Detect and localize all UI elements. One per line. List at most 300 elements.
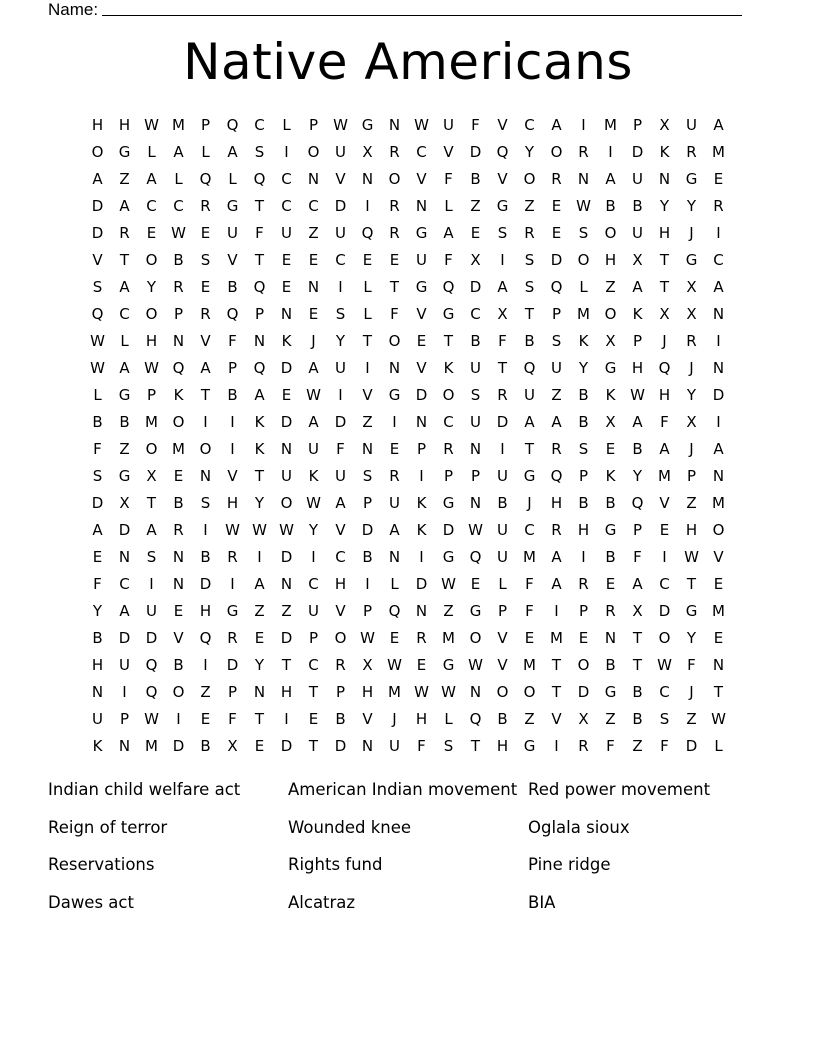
grid-letter: N [253, 683, 266, 701]
grid-letter: C [281, 197, 292, 215]
grid-letter: V [551, 710, 562, 728]
grid-letter: N [172, 332, 185, 350]
grid-letter: S [497, 224, 508, 242]
grid-letter: A [632, 278, 643, 296]
grid-letter: N [280, 305, 293, 323]
grid-letter: T [659, 251, 670, 269]
grid-letter: O [712, 521, 725, 539]
grid-letter: F [633, 548, 642, 566]
grid-letter: S [146, 548, 157, 566]
grid-letter: O [577, 251, 590, 269]
grid-letter: E [713, 170, 724, 188]
grid-letter: K [308, 467, 319, 485]
grid-letter: T [308, 737, 319, 755]
grid-letter: I [365, 359, 370, 377]
grid-letter: N [199, 467, 212, 485]
grid-letter: Q [550, 467, 563, 485]
grid-letter: B [632, 683, 643, 701]
grid-letter: V [335, 602, 346, 620]
grid-letter: F [525, 575, 534, 593]
grid-letter: D [334, 737, 347, 755]
grid-letter: T [524, 305, 535, 323]
grid-letter: L [444, 197, 453, 215]
grid-letter: U [335, 143, 346, 161]
grid-letter: F [255, 224, 264, 242]
grid-letter: O [658, 629, 671, 647]
grid-letter: F [687, 656, 696, 674]
grid-letter: C [335, 548, 346, 566]
grid-letter: D [280, 737, 293, 755]
grid-letter: Z [281, 602, 292, 620]
grid-letter: Q [550, 278, 563, 296]
grid-letter: G [685, 170, 698, 188]
grid-letter: W [360, 629, 375, 647]
grid-letter: X [686, 413, 697, 431]
grid-letter: M [388, 683, 401, 701]
grid-letter: F [471, 116, 480, 134]
grid-letter: U [443, 116, 454, 134]
grid-letter: W [441, 683, 456, 701]
grid-letter: J [311, 332, 316, 350]
grid-letter: K [443, 359, 454, 377]
grid-letter: M [172, 440, 185, 458]
grid-letter: D [226, 656, 239, 674]
word-list-item: Indian child welfare act [48, 780, 241, 799]
grid-letter: W [657, 656, 672, 674]
grid-letter: F [444, 170, 453, 188]
grid-letter: T [362, 332, 373, 350]
grid-letter: Q [145, 683, 158, 701]
grid-letter: Q [226, 116, 239, 134]
grid-letter: R [443, 440, 454, 458]
grid-letter: V [443, 143, 454, 161]
grid-letter: V [416, 170, 427, 188]
grid-letter: F [444, 251, 453, 269]
grid-letter: J [689, 683, 694, 701]
grid-letter: I [500, 440, 505, 458]
grid-letter: I [338, 386, 343, 404]
grid-letter: A [605, 170, 616, 188]
grid-letter: O [496, 683, 509, 701]
grid-letter: A [497, 278, 508, 296]
grid-letter: G [361, 116, 374, 134]
grid-letter: T [632, 629, 643, 647]
grid-letter: S [659, 710, 670, 728]
word-list-item: Reign of terror [48, 817, 168, 837]
grid-letter: G [442, 305, 455, 323]
grid-letter: I [716, 413, 721, 431]
grid-letter: Y [146, 278, 157, 296]
grid-letter: L [282, 116, 291, 134]
grid-letter: E [713, 629, 724, 647]
grid-letter: R [578, 575, 589, 593]
grid-letter: T [200, 386, 211, 404]
grid-letter: B [470, 170, 481, 188]
grid-letter: M [712, 143, 725, 161]
grid-letter: E [281, 386, 292, 404]
grid-letter: B [497, 710, 508, 728]
grid-letter: P [416, 440, 427, 458]
grid-letter: E [254, 737, 265, 755]
grid-letter: S [254, 143, 265, 161]
grid-letter: E [416, 656, 427, 674]
grid-letter: K [605, 467, 616, 485]
grid-letter: B [227, 278, 238, 296]
grid-letter: A [119, 278, 130, 296]
grid-letter: H [145, 332, 158, 350]
grid-letter: D [712, 386, 725, 404]
grid-letter: U [497, 467, 508, 485]
grid-letter: P [308, 116, 319, 134]
grid-letter: V [659, 494, 670, 512]
grid-letter: A [335, 494, 346, 512]
grid-letter: G [685, 602, 698, 620]
word-list-item: Rights fund [288, 855, 383, 874]
grid-letter: R [119, 224, 130, 242]
grid-letter: C [335, 251, 346, 269]
grid-letter: T [389, 278, 400, 296]
grid-letter: F [525, 602, 534, 620]
grid-letter: B [605, 656, 616, 674]
grid-letter: I [419, 548, 424, 566]
grid-letter: P [578, 467, 589, 485]
grid-letter: P [227, 359, 238, 377]
grid-letter: L [228, 170, 237, 188]
grid-letter: P [335, 683, 346, 701]
grid-letter: T [632, 656, 643, 674]
grid-letter: G [685, 251, 698, 269]
grid-letter: B [632, 440, 643, 458]
grid-letter: U [308, 602, 319, 620]
grid-letter: Q [361, 224, 374, 242]
grid-letter: L [120, 332, 129, 350]
grid-letter: V [362, 710, 373, 728]
grid-letter: P [254, 305, 265, 323]
grid-letter: N [91, 683, 104, 701]
grid-letter: W [306, 494, 321, 512]
grid-letter: S [200, 494, 211, 512]
grid-letter: A [308, 359, 319, 377]
grid-letter: R [200, 305, 211, 323]
grid-letter: P [632, 332, 643, 350]
grid-letter: R [200, 197, 211, 215]
grid-letter: D [280, 359, 293, 377]
grid-letter: N [469, 494, 482, 512]
grid-letter: U [92, 710, 103, 728]
grid-letter: B [605, 548, 616, 566]
grid-letter: U [335, 467, 346, 485]
grid-letter: E [470, 575, 481, 593]
grid-letter: E [200, 710, 211, 728]
grid-letter: T [254, 197, 265, 215]
grid-letter: D [631, 143, 644, 161]
grid-letter: B [200, 737, 211, 755]
grid-letter: I [284, 710, 289, 728]
grid-letter: R [497, 386, 508, 404]
grid-letter: W [576, 197, 591, 215]
word-list-item: Wounded knee [288, 817, 412, 837]
grid-letter: Z [551, 386, 562, 404]
grid-letter: W [90, 332, 105, 350]
grid-letter: I [608, 143, 613, 161]
grid-letter: K [254, 413, 265, 431]
grid-letter: B [578, 386, 589, 404]
grid-letter: E [254, 629, 265, 647]
grid-letter: I [230, 575, 235, 593]
grid-letter: Q [226, 305, 239, 323]
grid-letter: B [119, 413, 130, 431]
grid-letter: N [469, 683, 482, 701]
grid-letter: F [390, 305, 399, 323]
grid-letter: N [118, 548, 131, 566]
grid-letter: P [227, 683, 238, 701]
grid-letter: U [389, 494, 400, 512]
grid-letter: Z [686, 710, 697, 728]
grid-letter: E [524, 629, 535, 647]
grid-letter: G [442, 494, 455, 512]
grid-letter: A [92, 521, 103, 539]
grid-letter: A [308, 413, 319, 431]
word-list-item: American Indian movement [288, 780, 518, 799]
grid-letter: P [308, 629, 319, 647]
grid-letter: H [604, 251, 617, 269]
grid-letter: N [712, 359, 725, 377]
grid-letter: I [203, 521, 208, 539]
grid-letter: D [91, 494, 104, 512]
grid-letter: J [689, 440, 694, 458]
grid-letter: I [230, 413, 235, 431]
grid-letter: V [416, 359, 427, 377]
grid-letter: B [227, 386, 238, 404]
grid-letter: I [581, 548, 586, 566]
grid-letter: I [176, 710, 181, 728]
grid-letter: J [527, 494, 532, 512]
grid-letter: B [173, 656, 184, 674]
grid-letter: O [604, 305, 617, 323]
grid-letter: S [470, 386, 481, 404]
grid-letter: L [363, 305, 372, 323]
grid-letter: H [334, 575, 347, 593]
grid-letter: G [442, 548, 455, 566]
grid-letter: U [470, 359, 481, 377]
grid-letter: Z [308, 224, 319, 242]
grid-letter: B [497, 494, 508, 512]
grid-letter: S [578, 440, 589, 458]
grid-letter: B [578, 413, 589, 431]
grid-letter: O [388, 332, 401, 350]
grid-letter: D [469, 143, 482, 161]
grid-letter: V [497, 170, 508, 188]
grid-letter: K [578, 332, 589, 350]
grid-letter: C [146, 197, 157, 215]
grid-letter: O [523, 170, 536, 188]
grid-letter: Y [254, 656, 265, 674]
grid-letter: P [173, 305, 184, 323]
grid-letter: O [388, 170, 401, 188]
grid-letter: I [338, 278, 343, 296]
grid-letter: Z [605, 278, 616, 296]
grid-letter: A [713, 440, 724, 458]
grid-letter: Y [686, 629, 697, 647]
grid-letter: E [578, 629, 589, 647]
grid-letter: A [146, 521, 157, 539]
grid-letter: G [118, 143, 131, 161]
grid-letter: F [606, 737, 615, 755]
grid-letter: E [389, 251, 400, 269]
grid-letter: I [662, 548, 667, 566]
grid-letter: R [551, 170, 562, 188]
grid-letter: D [442, 521, 455, 539]
grid-letter: W [279, 521, 294, 539]
grid-letter: K [605, 386, 616, 404]
grid-letter: S [578, 224, 589, 242]
grid-letter: M [523, 548, 536, 566]
grid-letter: E [416, 332, 427, 350]
grid-letter: A [659, 440, 670, 458]
grid-letter: N [361, 440, 374, 458]
grid-letter: T [524, 440, 535, 458]
grid-letter: O [577, 656, 590, 674]
grid-letter: U [497, 548, 508, 566]
grid-letter: J [689, 224, 694, 242]
grid-letter: F [660, 737, 669, 755]
grid-letter: P [443, 467, 454, 485]
grid-letter: D [415, 386, 428, 404]
grid-letter: D [415, 575, 428, 593]
grid-letter: W [387, 656, 402, 674]
grid-letter: Q [388, 602, 401, 620]
grid-letter: U [632, 170, 643, 188]
grid-letter: A [146, 170, 157, 188]
grid-letter: L [390, 575, 399, 593]
grid-letter: B [578, 494, 589, 512]
grid-letter: X [686, 305, 697, 323]
grid-letter: H [226, 494, 239, 512]
grid-letter: R [173, 521, 184, 539]
grid-letter: W [252, 521, 267, 539]
grid-letter: G [604, 521, 617, 539]
grid-letter: X [497, 305, 508, 323]
grid-letter: Q [172, 359, 185, 377]
grid-letter: S [92, 467, 103, 485]
grid-letter: Q [91, 305, 104, 323]
grid-letter: W [144, 116, 159, 134]
grid-letter: A [551, 116, 562, 134]
grid-letter: U [686, 116, 697, 134]
grid-letter: P [119, 710, 130, 728]
grid-letter: G [415, 224, 428, 242]
grid-letter: W [441, 575, 456, 593]
grid-letter: A [92, 170, 103, 188]
grid-letter: O [550, 143, 563, 161]
grid-letter: D [172, 737, 185, 755]
grid-letter: P [632, 116, 643, 134]
grid-letter: M [658, 467, 671, 485]
grid-letter: H [685, 521, 698, 539]
grid-letter: P [551, 305, 562, 323]
grid-letter: R [578, 737, 589, 755]
grid-letter: D [334, 413, 347, 431]
grid-letter: S [524, 251, 535, 269]
grid-letter: U [119, 656, 130, 674]
grid-letter: E [200, 224, 211, 242]
grid-letter: I [554, 737, 559, 755]
grid-letter: C [308, 656, 319, 674]
grid-letter: F [93, 440, 102, 458]
grid-letter: T [659, 278, 670, 296]
grid-letter: U [227, 224, 238, 242]
grid-letter: Q [199, 629, 212, 647]
grid-letter: S [443, 737, 454, 755]
grid-letter: M [442, 629, 455, 647]
grid-letter: D [91, 197, 104, 215]
word-list-item: Dawes act [48, 892, 134, 912]
grid-letter: R [389, 143, 400, 161]
grid-letter: O [145, 440, 158, 458]
grid-letter: A [227, 143, 238, 161]
grid-letter: N [307, 170, 320, 188]
grid-letter: E [470, 224, 481, 242]
grid-letter: Q [469, 710, 482, 728]
grid-letter: I [122, 683, 127, 701]
grid-letter: O [172, 413, 185, 431]
grid-letter: T [686, 575, 697, 593]
grid-letter: V [335, 521, 346, 539]
grid-letter: L [201, 143, 210, 161]
grid-letter: R [227, 548, 238, 566]
grid-letter: E [713, 575, 724, 593]
grid-letter: D [577, 683, 590, 701]
grid-letter: V [227, 467, 238, 485]
name-underline [102, 0, 742, 16]
grid-letter: S [551, 332, 562, 350]
grid-letter: Z [362, 413, 373, 431]
grid-letter: Z [443, 602, 454, 620]
grid-letter: Y [254, 494, 265, 512]
word-list-item: Reservations [48, 855, 155, 874]
grid-letter: X [362, 143, 373, 161]
grid-letter: R [389, 467, 400, 485]
grid-letter: D [118, 521, 131, 539]
grid-letter: U [389, 737, 400, 755]
grid-letter: N [307, 278, 320, 296]
grid-letter: E [605, 440, 616, 458]
grid-letter: Y [92, 602, 103, 620]
grid-letter: P [632, 521, 643, 539]
grid-letter: T [713, 683, 724, 701]
grid-letter: T [497, 359, 508, 377]
grid-letter: K [173, 386, 184, 404]
grid-letter: Q [253, 278, 266, 296]
grid-letter: D [496, 413, 509, 431]
grid-letter: B [173, 251, 184, 269]
grid-letter: E [605, 575, 616, 593]
grid-letter: E [281, 251, 292, 269]
grid-letter: H [496, 737, 509, 755]
grid-letter: T [443, 332, 454, 350]
grid-letter: F [417, 737, 426, 755]
grid-letter: W [171, 224, 186, 242]
grid-letter: K [281, 332, 292, 350]
grid-letter: T [254, 251, 265, 269]
grid-letter: H [118, 116, 131, 134]
grid-letter: B [524, 332, 535, 350]
grid-letter: W [414, 683, 429, 701]
grid-letter: E [92, 548, 103, 566]
grid-letter: N [415, 413, 428, 431]
grid-letter: Q [253, 359, 266, 377]
grid-letter: I [392, 413, 397, 431]
